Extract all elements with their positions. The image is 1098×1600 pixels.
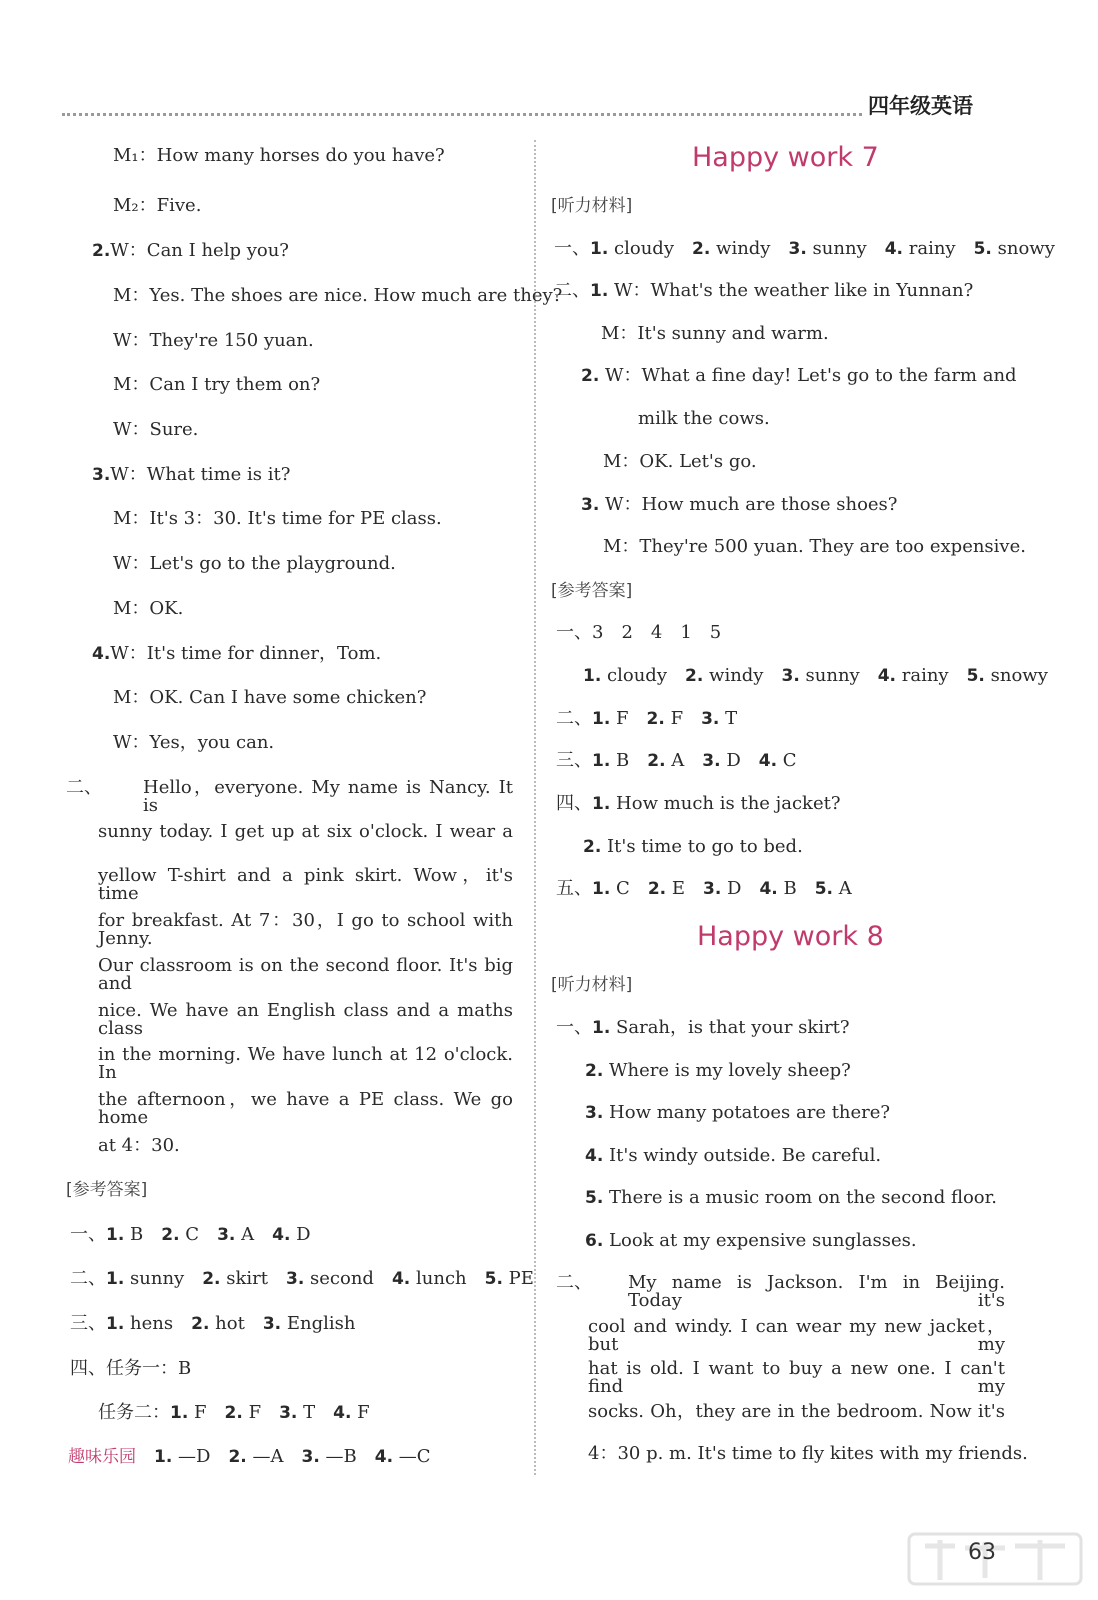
dialog-line: W：What time is it? xyxy=(110,464,291,485)
row-prefix: 二、 xyxy=(554,280,590,301)
word: snowy xyxy=(997,238,1055,259)
dialog-line: M：Yes. The shoes are nice. How much are they? xyxy=(113,285,563,306)
answer-value: hot xyxy=(215,1313,245,1334)
dialog-line: M₂：Five. xyxy=(113,195,202,216)
row-prefix: 二、 xyxy=(70,1268,106,1289)
passage-line: at 4：30. xyxy=(98,1135,180,1156)
passage-label: 二、 xyxy=(556,1272,592,1293)
dialog-line: W：What's the weather like in Yunnan? xyxy=(614,280,974,301)
dialog-line: M：They're 500 yuan. They are too expensive. xyxy=(603,536,1026,557)
word: sunny xyxy=(805,665,860,686)
header-dotted-rule xyxy=(62,113,862,116)
answer-value: B xyxy=(783,878,797,899)
dialog-line: W：They're 150 yuan. xyxy=(113,330,314,351)
word: rainy xyxy=(908,238,956,259)
answer-row-four-task2: 任务二：1. F 2. F 3. T 4. F xyxy=(98,1402,370,1423)
passage-line: hat is old. I want to buy a new one. I can't find my xyxy=(588,1358,1005,1397)
hw7-listening-one: 一、1. cloudy 2. windy 3. sunny 4. rainy 5. snowy xyxy=(554,238,1055,259)
answer-value: F xyxy=(357,1402,370,1423)
answer-heading: [参考答案] xyxy=(551,581,633,601)
sentence: There is a music room on the second floor. xyxy=(609,1187,997,1208)
passage-line: nice. We have an English class and a maths class xyxy=(98,1000,513,1039)
answer-value: How much is the jacket? xyxy=(616,793,841,814)
hw7-answer-five: 五、1. C 2. E 3. D 4. B 5. A xyxy=(556,878,852,899)
answer-value: D xyxy=(726,750,741,771)
passage-line: in the morning. We have lunch at 12 o'clock. In xyxy=(98,1044,513,1083)
passage-line: for breakfast. At 7：30，I go to school with Jenny. xyxy=(98,910,513,949)
sentence: Where is my lovely sheep? xyxy=(609,1060,851,1081)
dialog-line: W：What a fine day! Let's go to the farm and xyxy=(605,365,1017,386)
answer-value: C xyxy=(185,1224,200,1245)
dialog-line: M₁：How many horses do you have? xyxy=(113,145,445,166)
row-prefix: 一、 xyxy=(556,1017,592,1038)
row-prefix: 任务二： xyxy=(98,1402,170,1423)
hw7-answer-two: 二、1. F 2. F 3. T xyxy=(556,708,738,729)
answer-row-two: 二、1. sunny 2. skirt 3. second 4. lunch 5. PE xyxy=(70,1268,534,1289)
answer-value: —B xyxy=(325,1446,357,1467)
answer-value: skirt xyxy=(226,1268,268,1289)
answer-value: A xyxy=(241,1224,255,1245)
dialog-item-4 xyxy=(92,645,381,663)
answer-value: A xyxy=(838,878,852,899)
dialog-item-3 xyxy=(92,466,290,484)
answer-row-fun: 趣味乐园 1. —D 2. —A 3. —B 4. —C xyxy=(68,1446,431,1467)
dialog-line: W：Can I help you? xyxy=(110,240,289,261)
listening-heading: [听力材料] xyxy=(551,196,633,216)
listening-heading: [听力材料] xyxy=(551,975,633,995)
passage-line: cool and windy. I can wear my new jacket，but my xyxy=(588,1316,1005,1355)
dialog-line: M：OK. Let's go. xyxy=(603,451,757,472)
dialog-line: M：It's 3：30. It's time for PE class. xyxy=(113,508,442,529)
word: windy xyxy=(709,665,764,686)
hw8-sentence-3: 3. How many potatoes are there? xyxy=(585,1102,891,1123)
passage-label: 二、 xyxy=(66,777,102,798)
passage-line: yellow T-shirt and a pink skirt. Wow，it's time xyxy=(98,865,513,904)
answer-value: F xyxy=(616,708,629,729)
answer-value: PE xyxy=(508,1268,534,1289)
row-prefix: 一、 xyxy=(70,1224,106,1245)
hw7-answer-four-1: 四、1. How much is the jacket? xyxy=(556,793,841,814)
section-title-happy-work-7: Happy work 7 xyxy=(692,142,879,173)
hw7-answer-four-2: 2. It's time to go to bed. xyxy=(583,836,803,857)
dialog-line: W：How much are those shoes? xyxy=(605,494,898,515)
answer-value: C xyxy=(782,750,797,771)
answer-value: B xyxy=(130,1224,144,1245)
sentence: It's windy outside. Be careful. xyxy=(609,1145,882,1166)
answer-value: E xyxy=(671,878,685,899)
answer-value: C xyxy=(616,878,630,899)
passage-line: the afternoon，we have a PE class. We go home xyxy=(98,1089,513,1128)
answer-row-one: 一、1. B 2. C 3. A 4. D xyxy=(70,1224,311,1245)
passage-line: My name is Jackson. I'm in Beijing. Today it's xyxy=(628,1272,1005,1311)
hw7-answer-one-order: 一、3 2 4 1 5 xyxy=(556,622,722,643)
row-prefix: 一、 xyxy=(554,238,590,259)
passage-line: Hello，everyone. My name is Nancy. It is xyxy=(143,777,513,816)
hw7-answer-one-words: 1. cloudy 2. windy 3. sunny 4. rainy 5. snowy xyxy=(583,665,1048,686)
row-prefix: 三、 xyxy=(556,750,592,771)
answer-value: It's time to go to bed. xyxy=(607,836,803,857)
answer-row-four-task1: 四、任务一：B xyxy=(70,1358,192,1379)
hw8-sentence-2: 2. Where is my lovely sheep? xyxy=(585,1060,851,1081)
answer-value: sunny xyxy=(130,1268,185,1289)
answer-value: D xyxy=(727,878,742,899)
column-divider xyxy=(534,140,536,1475)
answer-value: F xyxy=(248,1402,262,1423)
section-title-happy-work-8: Happy work 8 xyxy=(697,921,884,952)
dialog-line: W：It's time for dinner，Tom. xyxy=(110,643,382,664)
fun-label: 趣味乐园 xyxy=(68,1447,136,1467)
answer-value: A xyxy=(671,750,685,771)
row-prefix: 五、 xyxy=(556,878,592,899)
row-prefix: 二、 xyxy=(556,708,592,729)
hw8-sentence-4: 4. It's windy outside. Be careful. xyxy=(585,1145,882,1166)
answer-value: D xyxy=(296,1224,311,1245)
dialog-line: W：Sure. xyxy=(113,419,199,440)
dialog-line: milk the cows. xyxy=(638,408,770,429)
answer-heading: [参考答案] xyxy=(66,1180,148,1200)
answer-value: F xyxy=(670,708,684,729)
sentence: Look at my expensive sunglasses. xyxy=(609,1230,917,1251)
answer-value: English xyxy=(286,1313,356,1334)
passage-line: Our classroom is on the second floor. It's big and xyxy=(98,955,513,994)
dialog-line: W：Yes，you can. xyxy=(113,732,275,753)
hw8-sentence-6: 6. Look at my expensive sunglasses. xyxy=(585,1230,917,1251)
sentence: How many potatoes are there? xyxy=(609,1102,891,1123)
passage-line: 4：30 p. m. It's time to fly kites with my friends. xyxy=(588,1443,1028,1464)
dialog-line: M：It's sunny and warm. xyxy=(601,323,829,344)
word: snowy xyxy=(990,665,1048,686)
answer-value: T xyxy=(725,708,738,729)
answer-value: —D xyxy=(178,1446,211,1467)
item-number: 2. xyxy=(92,241,111,261)
answer-value: —C xyxy=(398,1446,431,1467)
word: rainy xyxy=(901,665,949,686)
answer-value: B xyxy=(616,750,630,771)
answer-value: hens xyxy=(130,1313,174,1334)
answer-value: F xyxy=(194,1402,207,1423)
row-prefix: 四、 xyxy=(556,793,592,814)
item-number: 3. xyxy=(92,465,111,485)
passage-line: socks. Oh，they are in the bedroom. Now it's xyxy=(588,1401,1005,1422)
hw7-dialog-2: 2. W：What a fine day! Let's go to the farm and xyxy=(581,365,1017,386)
sentence: Sarah，is that your skirt? xyxy=(616,1017,850,1038)
word: windy xyxy=(716,238,771,259)
dialog-line: M：Can I try them on? xyxy=(113,374,321,395)
dialog-line: M：OK. Can I have some chicken? xyxy=(113,687,427,708)
item-number: 4. xyxy=(92,644,111,664)
hw7-dialog-1: 二、1. W：What's the weather like in Yunnan? xyxy=(554,280,974,301)
answer-value: lunch xyxy=(416,1268,467,1289)
dialog-line: W：Let's go to the playground. xyxy=(113,553,396,574)
passage-line: sunny today. I get up at six o'clock. I wear a xyxy=(98,821,513,842)
hw8-sentence-1: 一、1. Sarah，is that your skirt? xyxy=(556,1017,850,1038)
dialog-item-2 xyxy=(92,242,289,260)
hw7-answer-three: 三、1. B 2. A 3. D 4. C xyxy=(556,750,797,771)
row-prefix: 三、 xyxy=(70,1313,106,1334)
word: sunny xyxy=(812,238,867,259)
answer-row-three: 三、1. hens 2. hot 3. English xyxy=(70,1313,356,1334)
word: cloudy xyxy=(607,665,667,686)
page-header-title: 四年级英语 xyxy=(868,94,973,118)
dialog-line: M：OK. xyxy=(113,598,184,619)
hw8-sentence-5: 5. There is a music room on the second floor. xyxy=(585,1187,997,1208)
answer-value: T xyxy=(303,1402,316,1423)
answer-value: —A xyxy=(252,1446,284,1467)
hw7-dialog-3: 3. W：How much are those shoes? xyxy=(581,494,898,515)
answer-value: second xyxy=(310,1268,374,1289)
word: cloudy xyxy=(614,238,674,259)
page-number: 63 xyxy=(968,1540,996,1565)
